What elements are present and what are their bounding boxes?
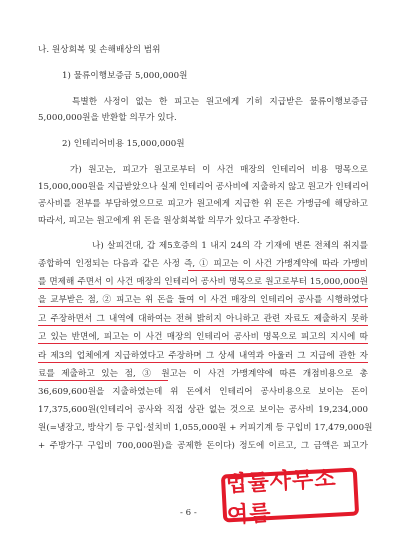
para-na-line: 를 면제해 주면서 이 사건 매장의 인테리어 공사비 명목으로 원고로부터 15,000,000원 (38, 277, 368, 287)
highlight-underline (38, 288, 368, 289)
para-ga-line: 공사비를 전부를 부담하였으므로 피고가 원고에게 지급한 위 돈은 가맹금에 해당하고 (38, 199, 368, 209)
item1-body-line: 5,000,000원을 반환할 의무가 있다. (38, 113, 177, 123)
para-na-line: 36,609,600원을 지출하였는데 위 돈에서 인테리어 공사비용으로 보이는 돈이 (38, 387, 368, 397)
highlight-underline (38, 306, 368, 307)
highlight-underline (38, 343, 368, 344)
para-na-line: + 주방가구 구입비 700,000원)을 공제한 돈이다) 정도에 이르고, 그 금액은 피고가 (38, 441, 368, 451)
item2-title: 2) 인테리어비용 15,000,000원 (62, 139, 185, 149)
para-na-line: 을 교부받은 점, ② 피고는 위 돈을 들여 이 사건 매장의 인테리어 공사를 시행하였다 (38, 295, 368, 305)
highlight-underline (38, 325, 368, 326)
law-office-stamp: 법률사무소 여름 (221, 467, 359, 522)
section-heading: 나. 원상회복 및 손해배상의 범위 (38, 45, 161, 55)
para-na-line: 라 제3의 업체에게 지급하였다고 주장하며 그 상세 내역과 아울러 그 지급에 관한 자 (38, 351, 368, 361)
highlight-underline (188, 270, 366, 271)
para-na-line: 료를 제출하고 있는 점, ③ 원고는 이 사건 가맹계약에 따른 개점비용으로 총 (38, 369, 368, 379)
highlight-underline (38, 362, 368, 363)
item1-body-line: 특별한 사정이 없는 한 피고는 원고에게 기히 지급받은 물류이행보증금 (72, 97, 368, 107)
para-na-line: 17,375,600원(인테리어 공사와 직접 상관 없는 것으로 보이는 공사비 19,234,000 (38, 405, 368, 415)
para-na-line: 고 주장하면서 그 내역에 대하여는 전혀 밝히지 아니하고 관련 자료도 제출하지 못하 (38, 314, 368, 324)
para-ga-line: 따라서, 피고는 원고에게 위 돈을 원상회복할 의무가 있다고 주장한다. (38, 216, 300, 226)
para-na-line: 나) 살피건대, 갑 제5호증의 1 내지 24의 각 기재에 변론 전체의 취지를 (92, 241, 368, 251)
para-ga-line: 가) 원고는, 피고가 원고로부터 이 사건 매장의 인테리어 비용 명목으로 (70, 165, 368, 175)
para-ga-line: 15,000,000원을 지급받았으나 실제 인테리어 공사비에 지출하지 않고 원고가 인테리어 (38, 182, 369, 192)
para-na-line: 원(=냉장고, 방삭기 등 구입·설치비 1,055,000원 + 커피기계 등 구입비 17,479,000원 (38, 423, 373, 433)
para-na-line: 고 있는 반면에, 피고는 이 사건 매장의 인테리어 공사비 명목으로 피고의 지시에 따 (38, 332, 368, 342)
para-na-line: 종합하여 인정되는 다음과 같은 사정 즉, ① 피고는 이 사건 가맹계약에 따라 가맹비 (38, 259, 368, 269)
highlight-underline (38, 380, 168, 381)
page-number: - 6 - (180, 508, 197, 518)
item1-title: 1) 물류이행보증금 5,000,000원 (62, 71, 188, 81)
